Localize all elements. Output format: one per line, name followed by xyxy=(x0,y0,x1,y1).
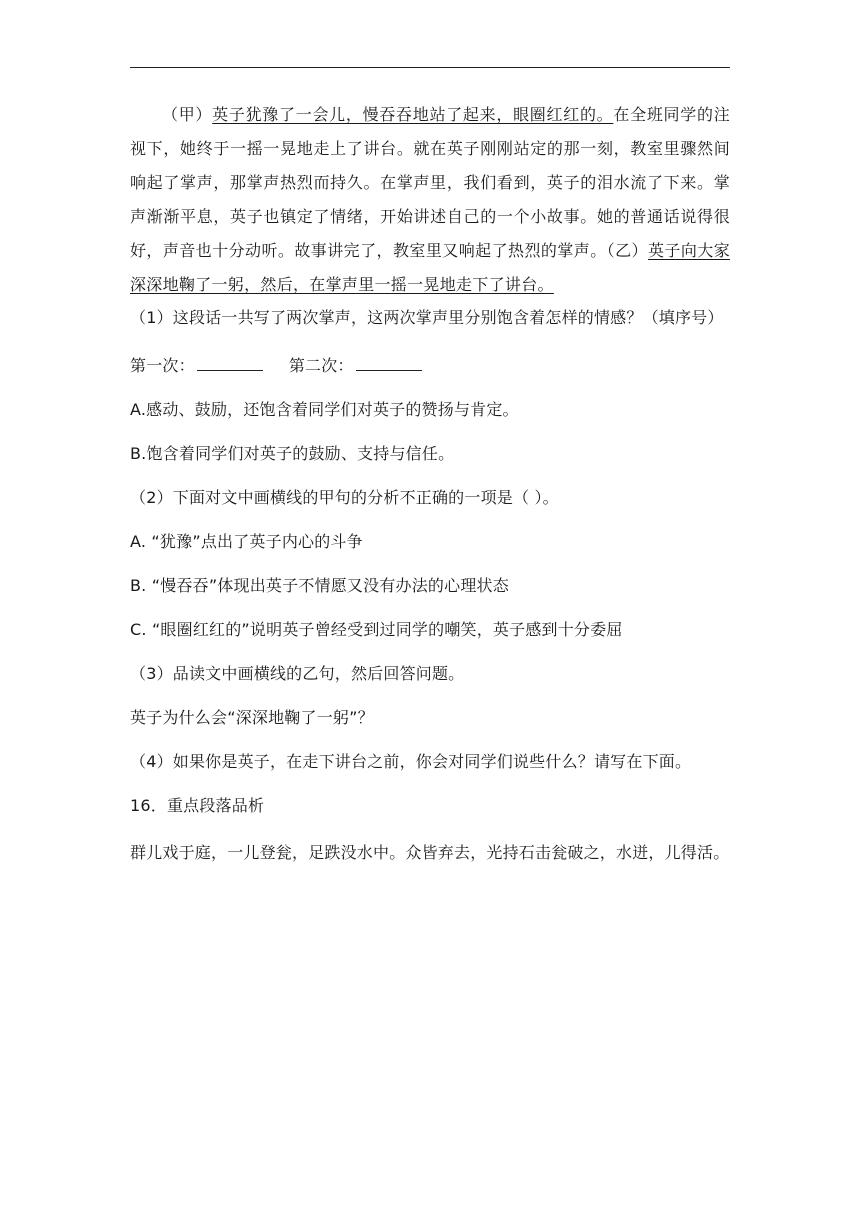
question-1-option-a: A.感动、鼓励，还饱含着同学们对英子的赞扬与肯定。 xyxy=(130,400,519,419)
underlined-sentence-yi: 英子向大家深深地鞠了一躬，然后，在掌声里一摇一晃地走下了讲台。 xyxy=(130,241,730,294)
question-4-prompt: （4）如果你是英子，在走下讲台之前，你会对同学们说些什么？请写在下面。 xyxy=(130,752,692,771)
reading-passage xyxy=(130,98,730,302)
question-2-prompt: （2）下面对文中画横线的甲句的分析不正确的一项是（ ）。 xyxy=(130,488,559,507)
underlined-sentence-jia: 英子犹豫了一会儿，慢吞吞地站了起来，眼圈红红的。 xyxy=(212,105,614,124)
second-label: 第二次： xyxy=(288,356,354,375)
question-1-blanks xyxy=(130,354,730,377)
section-16-heading: 16．重点段落品析 xyxy=(130,796,265,815)
document-body xyxy=(130,98,730,871)
question-1-prompt: （1）这段话一共写了两次掌声，这两次掌声里分别饱含着怎样的情感？（填序号） xyxy=(130,308,724,327)
label-yi: （乙） xyxy=(606,241,648,260)
question-3-prompt: （3）品读文中画横线的乙句，然后回答问题。 xyxy=(130,664,465,683)
question-2-option-b: B. “慢吞吞”体现出英子不情愿又没有办法的心理状态 xyxy=(130,576,509,595)
header-rule xyxy=(130,67,730,68)
second-answer-blank[interactable] xyxy=(356,354,422,371)
section-16-text: 群儿戏于庭，一儿登瓮，足跌没水中。众皆弃去，光持石击瓮破之，水迸，儿得活。 xyxy=(130,843,730,862)
first-answer-blank[interactable] xyxy=(197,354,263,371)
question-3-sub: 英子为什么会“深深地鞠了一躬”？ xyxy=(130,708,374,727)
first-label: 第一次： xyxy=(130,356,195,375)
question-2-option-a: A. “犹豫”点出了英子内心的斗争 xyxy=(130,532,363,551)
question-1-option-b: B.饱含着同学们对英子的鼓励、支持与信任。 xyxy=(130,444,455,463)
label-jia: （甲） xyxy=(162,105,213,124)
question-2-option-c: C. “眼圈红红的”说明英子曾经受到过同学的嘲笑，英子感到十分委屈 xyxy=(130,620,623,639)
passage-middle: 在全班同学的注视下，她终于一摇一晃地走上了讲台。就在英子刚刚站定的那一刻，教室里骤然间响起了掌声，那掌声热烈而持久。在掌声里，我们看到，英子的泪水流了下来。掌声渐渐平息，英子也镇定了情绪，开始讲述自己的一个小故事。她的普通话说得很好，声音也十分动听。故事讲完了，教室里又响起了热烈的掌声。 xyxy=(130,105,730,260)
